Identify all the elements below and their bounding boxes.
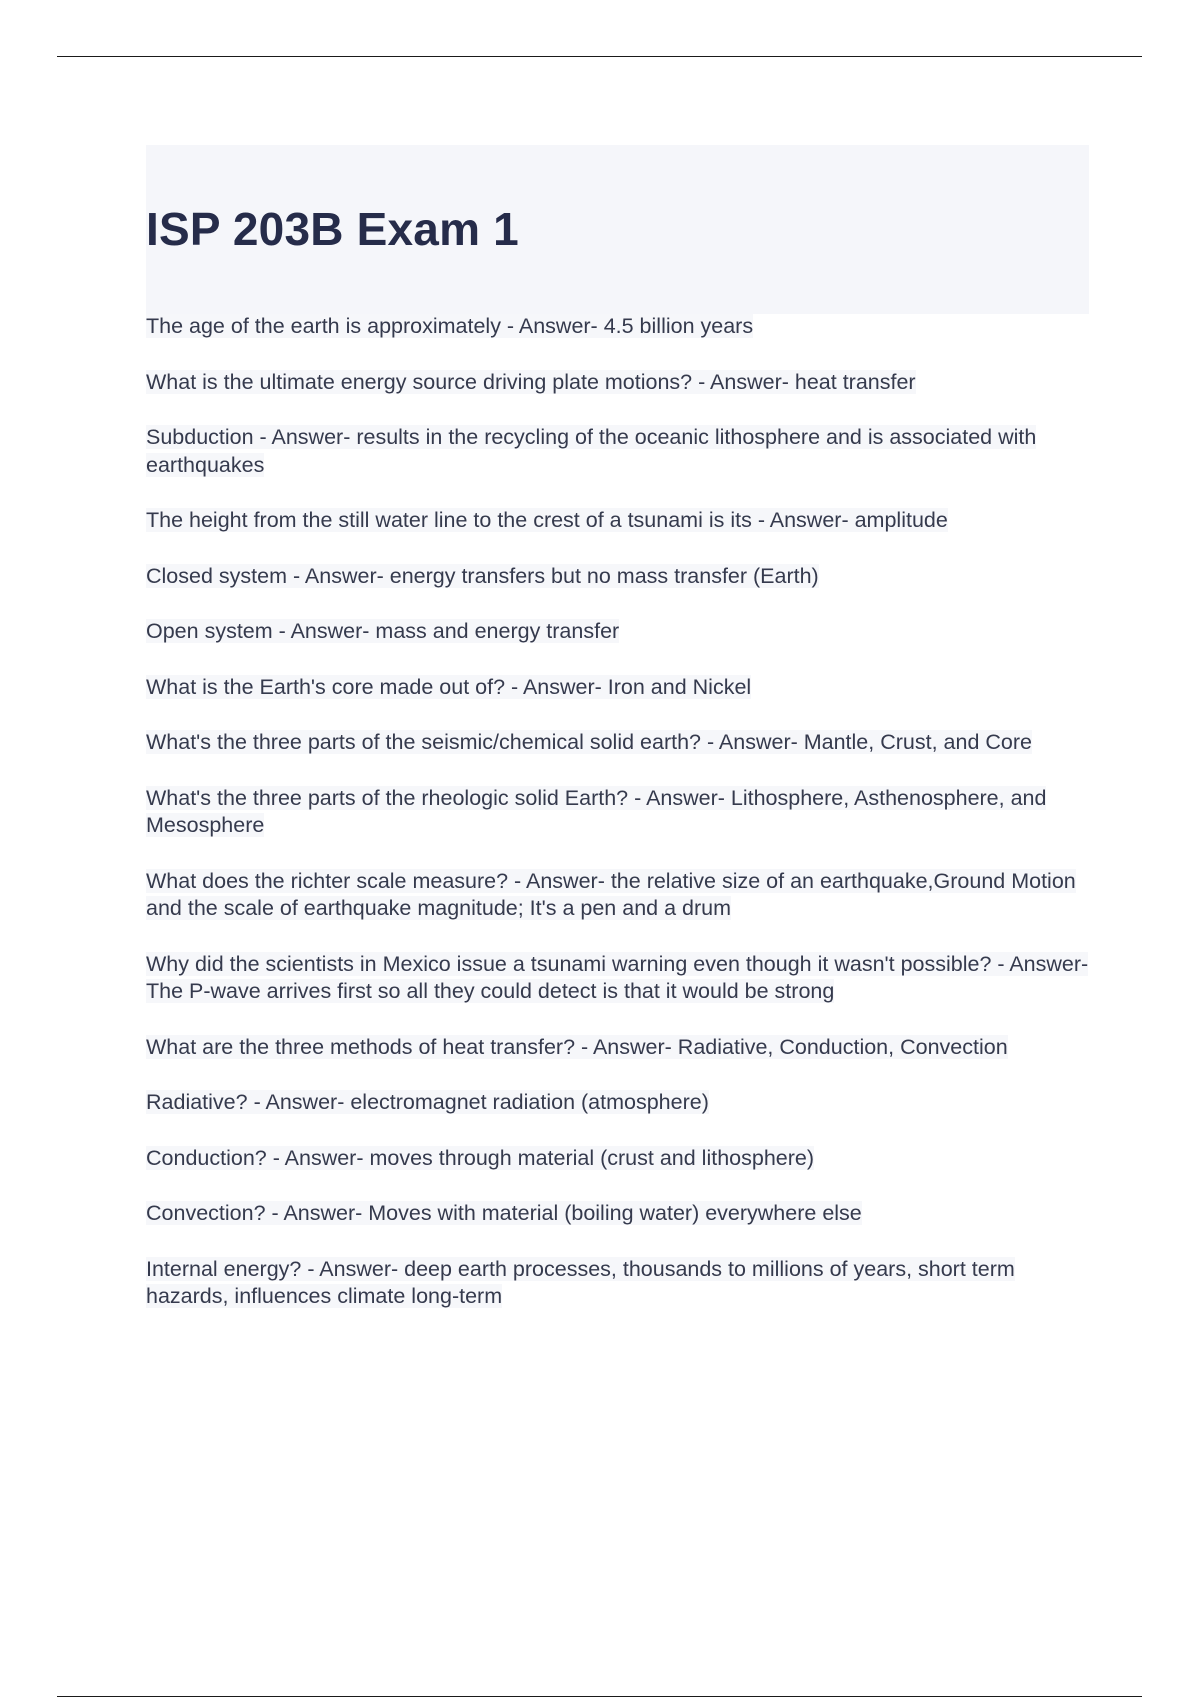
qa-text: Why did the scientists in Mexico issue a tsunami warning even though it wasn't possible? - Answer- The P-wave arrives first so all they could detect is that it would be strong [146, 951, 1089, 1003]
qa-item [146, 507, 1096, 535]
qa-item [146, 868, 1096, 923]
qa-item [146, 729, 1096, 757]
qa-item [146, 1256, 1096, 1311]
qa-text: What are the three methods of heat transfer? - Answer- Radiative, Conduction, Convection [146, 1034, 1008, 1059]
qa-item [146, 563, 1096, 591]
qa-list [146, 313, 1096, 1339]
qa-text: Internal energy? - Answer- deep earth processes, thousands to millions of years, short term hazards, influences climate long-term [146, 1256, 1015, 1308]
qa-item [146, 369, 1096, 397]
qa-text: What's the three parts of the seismic/chemical solid earth? - Answer- Mantle, Crust, and Core [146, 730, 1032, 754]
qa-item [146, 1145, 1096, 1173]
qa-text: What is the ultimate energy source driving plate motions? - Answer- heat transfer [146, 369, 916, 394]
qa-item [146, 674, 1096, 702]
qa-text: The age of the earth is approximately - Answer- 4.5 billion years [146, 314, 754, 338]
qa-text: What is the Earth's core made out of? - Answer- Iron and Nickel [146, 674, 752, 699]
qa-item [146, 951, 1096, 1006]
qa-text: Subduction - Answer- results in the recycling of the oceanic lithosphere and is associated with earthquakes [146, 425, 1037, 477]
qa-item [146, 618, 1096, 646]
top-rule [57, 56, 1142, 57]
qa-text: Conduction? - Answer- moves through material (crust and lithosphere) [146, 1145, 815, 1170]
qa-text: Radiative? - Answer- electromagnet radiation (atmosphere) [146, 1090, 709, 1114]
qa-text: What does the richter scale measure? - Answer- the relative size of an earthquake,Ground Motion and the scale of earthquake magnitude; It's a pen and a drum [146, 868, 1076, 920]
bottom-rule [57, 1696, 1142, 1697]
page-title: ISP 203B Exam 1 [146, 203, 519, 255]
qa-text: Open system - Answer- mass and energy transfer [146, 619, 620, 643]
qa-text: Convection? - Answer- Moves with material (boiling water) everywhere else [146, 1201, 862, 1225]
qa-item [146, 424, 1096, 479]
qa-item [146, 1200, 1096, 1228]
qa-text: What's the three parts of the rheologic solid Earth? - Answer- Lithosphere, Asthenosphere, and Mesosphere [146, 785, 1047, 837]
qa-item [146, 1034, 1096, 1062]
qa-item [146, 313, 1096, 341]
qa-text: Closed system - Answer- energy transfers but no mass transfer (Earth) [146, 563, 819, 588]
qa-item [146, 1089, 1096, 1117]
qa-item [146, 785, 1096, 840]
qa-text: The height from the still water line to the crest of a tsunami is its - Answer- amplitude [146, 508, 948, 532]
